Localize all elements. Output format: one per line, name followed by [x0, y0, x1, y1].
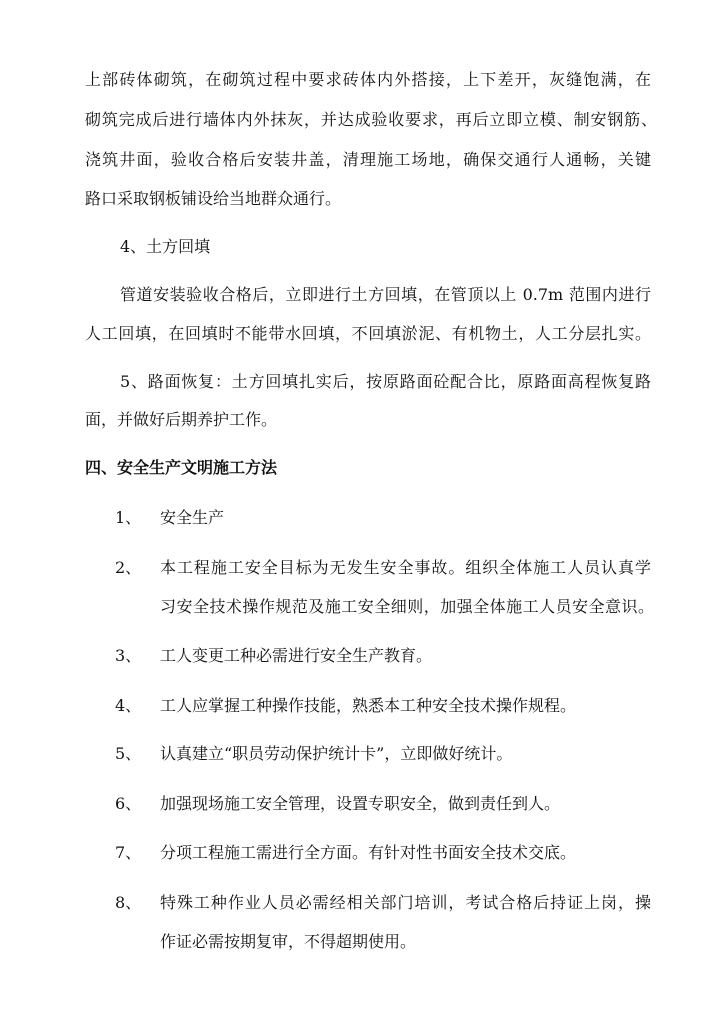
list-item-3-number: 3、	[115, 646, 142, 665]
list-item-4-number: 4、	[115, 696, 142, 715]
list-item-7-text: 分项工程施工需进行全方面。有针对性书面安全技术交底。	[160, 843, 577, 862]
list-item-8-text-line-2: 作证必需按期复审，不得超期使用。	[160, 932, 417, 951]
item5-line-1: 5、路面恢复：土方回填扎实后，按原路面砼配合比，原路面高程恢复路	[120, 372, 651, 391]
list-item-4-text: 工人应掌握工种操作技能，熟悉本工种安全技术操作规程。	[160, 696, 577, 715]
list-item-1-text: 安全生产	[160, 508, 225, 527]
list-item-7-number: 7、	[115, 843, 142, 862]
list-item-3-text: 工人变更工种必需进行安全生产教育。	[160, 646, 433, 665]
list-item-6-text: 加强现场施工安全管理，设置专职安全，做到责任到人。	[160, 794, 561, 813]
list-item-1-number: 1、	[115, 508, 142, 527]
list-item-5-number: 5、	[115, 744, 142, 763]
list-item-2-text-line-2: 习安全技术操作规范及施工安全细则，加强全体施工人员安全意识。	[160, 597, 654, 616]
list-item-8-number: 8、	[115, 893, 142, 912]
item5-line-2: 面，并做好后期养护工作。	[85, 410, 278, 429]
item4-title: 4、土方回填	[120, 237, 211, 256]
list-item-2-number: 2、	[115, 558, 142, 577]
para1-line-2: 砌筑完成后进行墙体内外抹灰，并达成验收要求，再后立即立模、制安钢筋、	[85, 110, 657, 129]
list-item-5-text: 认真建立“职员劳动保护统计卡”，立即做好统计。	[160, 744, 513, 763]
para1-line-4: 路口采取钢板铺设给当地群众通行。	[85, 189, 342, 208]
list-item-2-text-line-1: 本工程施工安全目标为无发生安全事故。组织全体施工人员认真学	[160, 558, 651, 577]
item4-line-1: 管道安装验收合格后，立即进行土方回填，在管顶以上 0.7m 范围内进行	[120, 285, 651, 304]
list-item-8-text-line-1: 特殊工种作业人员必需经相关部门培训，考试合格后持证上岗，操	[160, 893, 651, 912]
item4-line-2: 人工回填，在回填时不能带水回填，不回填淤泥、有机物土，人工分层扎实。	[85, 324, 651, 343]
list-item-6-number: 6、	[115, 794, 142, 813]
section4-heading: 四、安全生产文明施工方法	[85, 458, 278, 477]
para1-line-3: 浇筑井面，验收合格后安装井盖，清理施工场地，确保交通行人通畅，关键	[85, 150, 651, 169]
para1-line-1: 上部砖体砌筑，在砌筑过程中要求砖体内外搭接，上下差开，灰缝饱满，在	[85, 70, 651, 89]
